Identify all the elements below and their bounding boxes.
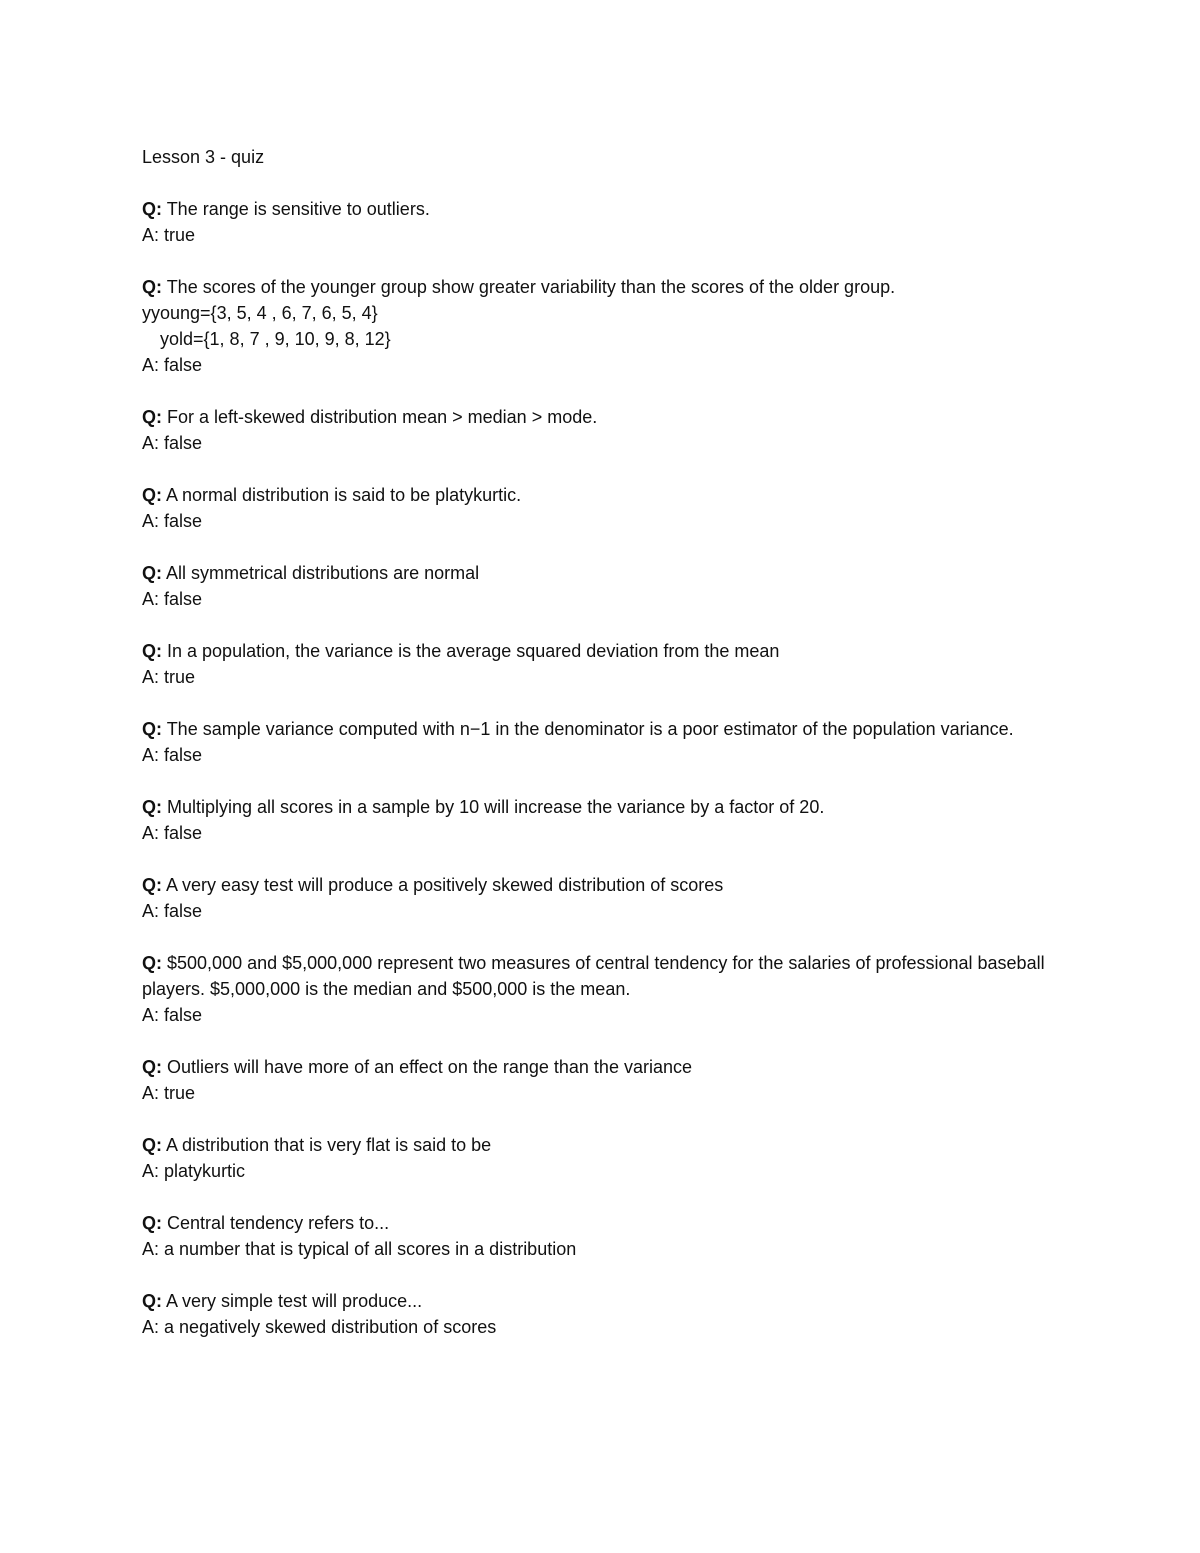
answer-line — [142, 508, 1062, 534]
answer-text: false — [164, 355, 203, 375]
question-text: In a population, the variance is the average squared deviation from the mean — [167, 641, 780, 661]
answer-prefix: A: — [142, 433, 160, 453]
document-page — [142, 144, 1062, 1366]
question-prefix: Q: — [142, 875, 162, 895]
answer-line — [142, 742, 1062, 768]
question-line — [142, 1054, 1062, 1080]
qa-item-4 — [142, 482, 1062, 534]
question-line — [142, 638, 1062, 664]
answer-line — [142, 586, 1062, 612]
answer-prefix: A: — [142, 1161, 160, 1181]
question-line — [142, 1132, 1062, 1158]
answer-prefix: A: — [142, 355, 160, 375]
answer-text: platykurtic — [164, 1161, 246, 1181]
qa-item-1 — [142, 196, 1062, 248]
qa-item-3 — [142, 404, 1062, 456]
answer-text: a number that is typical of all scores in a distribution — [164, 1239, 577, 1259]
answer-prefix: A: — [142, 511, 160, 531]
question-line — [142, 716, 1062, 742]
data-line-old: yold={1, 8, 7 , 9, 10, 9, 8, 12} — [160, 329, 391, 349]
question-prefix: Q: — [142, 563, 162, 583]
question-prefix: Q: — [142, 719, 162, 739]
question-text: Central tendency refers to... — [167, 1213, 390, 1233]
answer-line — [142, 664, 1062, 690]
question-line — [142, 1288, 1062, 1314]
answer-prefix: A: — [142, 901, 160, 921]
question-prefix: Q: — [142, 199, 162, 219]
question-line — [142, 482, 1062, 508]
answer-line — [142, 898, 1062, 924]
answer-prefix: A: — [142, 667, 160, 687]
answer-line — [142, 1158, 1062, 1184]
answer-line — [142, 1314, 1062, 1340]
question-prefix: Q: — [142, 1213, 162, 1233]
qa-item-11 — [142, 1054, 1062, 1106]
question-line — [142, 274, 1062, 300]
qa-item-6 — [142, 638, 1062, 690]
answer-line — [142, 222, 1062, 248]
qa-item-13 — [142, 1210, 1062, 1262]
question-line — [142, 872, 1062, 898]
qa-item-5 — [142, 560, 1062, 612]
question-text: The scores of the younger group show greater variability than the scores of the older group. — [166, 277, 896, 297]
question-prefix: Q: — [142, 953, 162, 973]
qa-item-12 — [142, 1132, 1062, 1184]
qa-item-9 — [142, 872, 1062, 924]
document-title: Lesson 3 - quiz — [142, 147, 265, 167]
answer-text: false — [164, 901, 203, 921]
qa-item-10 — [142, 950, 1062, 1028]
question-prefix: Q: — [142, 485, 162, 505]
question-text: A normal distribution is said to be platykurtic. — [166, 485, 522, 505]
qa-item-14 — [142, 1288, 1062, 1340]
question-text: Multiplying all scores in a sample by 10 will increase the variance by a factor of 20. — [167, 797, 825, 817]
answer-prefix: A: — [142, 1317, 160, 1337]
answer-text: true — [164, 1083, 196, 1103]
answer-prefix: A: — [142, 1083, 160, 1103]
question-text: All symmetrical distributions are normal — [166, 563, 480, 583]
question-text: A very simple test will produce... — [166, 1291, 423, 1311]
answer-line — [142, 1002, 1062, 1028]
answer-prefix: A: — [142, 745, 160, 765]
qa-item-2 — [142, 274, 1062, 378]
qa-item-7 — [142, 716, 1062, 768]
answer-text: false — [164, 823, 203, 843]
question-line — [142, 1210, 1062, 1236]
question-prefix: Q: — [142, 1135, 162, 1155]
answer-text: false — [164, 745, 203, 765]
question-text: For a left-skewed distribution mean > median > mode. — [167, 407, 598, 427]
answer-text: true — [164, 225, 196, 245]
question-text: The sample variance computed with n−1 in the denominator is a poor estimator of the population variance. — [166, 719, 1014, 739]
question-line — [142, 560, 1062, 586]
answer-text: false — [164, 433, 203, 453]
answer-line — [142, 1080, 1062, 1106]
question-prefix: Q: — [142, 1291, 162, 1311]
answer-line — [142, 352, 1062, 378]
answer-prefix: A: — [142, 823, 160, 843]
question-text: Outliers will have more of an effect on the range than the variance — [167, 1057, 692, 1077]
answer-text: false — [164, 511, 203, 531]
answer-text: false — [164, 589, 203, 609]
question-prefix: Q: — [142, 797, 162, 817]
data-line-young: yyoung={3, 5, 4 , 6, 7, 6, 5, 4} — [142, 303, 378, 323]
answer-text: true — [164, 667, 196, 687]
question-line — [142, 404, 1062, 430]
answer-line — [142, 820, 1062, 846]
qa-item-8 — [142, 794, 1062, 846]
answer-text: false — [164, 1005, 203, 1025]
question-text: A very easy test will produce a positively skewed distribution of scores — [166, 875, 724, 895]
question-line — [142, 794, 1062, 820]
question-prefix: Q: — [142, 277, 162, 297]
question-text: $500,000 and $5,000,000 represent two measures of central tendency for the salaries of professional baseball players. $5,000,000 is the median and $500,000 is the mean. — [142, 953, 1045, 999]
answer-prefix: A: — [142, 1239, 160, 1259]
question-line — [142, 196, 1062, 222]
answer-text: a negatively skewed distribution of scores — [164, 1317, 497, 1337]
question-prefix: Q: — [142, 641, 162, 661]
question-prefix: Q: — [142, 1057, 162, 1077]
question-line — [142, 950, 1062, 1002]
question-prefix: Q: — [142, 407, 162, 427]
answer-prefix: A: — [142, 1005, 160, 1025]
answer-prefix: A: — [142, 589, 160, 609]
answer-line — [142, 1236, 1062, 1262]
question-text: The range is sensitive to outliers. — [166, 199, 430, 219]
answer-prefix: A: — [142, 225, 160, 245]
question-text: A distribution that is very flat is said to be — [166, 1135, 492, 1155]
answer-line — [142, 430, 1062, 456]
